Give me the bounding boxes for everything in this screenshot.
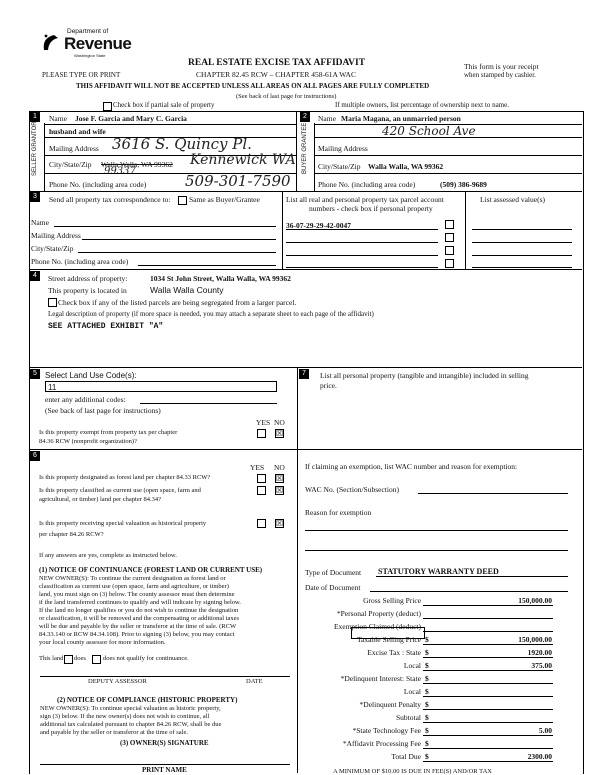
- divider: [472, 229, 572, 230]
- send-correspondence: Send all property tax correspondence to:: [49, 195, 171, 204]
- sec5-yes-label: YES: [256, 418, 271, 427]
- divider: [370, 591, 568, 592]
- fee-dollar: $: [425, 661, 429, 670]
- land-use-label: Select Land Use Code(s):: [45, 371, 137, 380]
- historic-yes-checkbox[interactable]: [257, 519, 266, 528]
- divider: [286, 229, 438, 230]
- section-1-marker: 1: [30, 112, 40, 122]
- fee-line: [423, 670, 553, 671]
- exempt-question-1: Is this property exempt from property tax per chapter: [39, 429, 178, 436]
- dept-state: Washington State: [74, 53, 106, 58]
- receipt-line2: when stamped by cashier.: [464, 71, 536, 79]
- seller-name-2: husband and wife: [49, 127, 106, 136]
- divider: [140, 403, 277, 404]
- tax-name-label: Name: [31, 218, 49, 227]
- divider: [40, 764, 290, 765]
- buyer-phone: (509) 386-9689: [440, 180, 487, 189]
- dept-big: Revenue: [64, 34, 132, 53]
- divider: [314, 173, 582, 174]
- seller-city-hand[interactable]: Kennewick WA: [190, 152, 296, 168]
- fee-label: *Delinquent Interest: State: [340, 674, 421, 683]
- fee-dollar: $: [425, 674, 429, 683]
- seller-mailing[interactable]: 3616 S. Quincy Pl.: [112, 135, 252, 153]
- street-address: 1034 St John Street, Walla Walla, WA 99362: [150, 274, 291, 283]
- divider: [40, 676, 290, 677]
- does-not-checkbox[interactable]: [92, 655, 101, 664]
- fee-value[interactable]: 150,000.00: [518, 635, 552, 644]
- notice1-line: will be due and payable by the seller or transferor at the time of sale. (RCW: [39, 623, 237, 630]
- fee-dollar: $: [425, 713, 429, 722]
- divider: [138, 265, 276, 266]
- legal-desc-label: Legal description of property (if more space is needed, you may attach a separate sheet to each page of the affidavit): [48, 310, 374, 318]
- divider: [297, 449, 582, 450]
- does-not-label: does not qualify for continuance.: [103, 655, 189, 662]
- divider: [305, 530, 568, 531]
- divider: [418, 493, 568, 494]
- buyer-city: Walla Walla, WA 99362: [368, 162, 444, 171]
- fee-line: [423, 709, 553, 710]
- notice1-line: or classification, it will be removed and the compensating or additional taxes: [39, 615, 239, 622]
- notice1-line: your local county assessor for more information.: [39, 639, 166, 646]
- assessed-value-head: List assessed value(s): [480, 195, 545, 204]
- fee-value[interactable]: 1920.00: [527, 648, 552, 657]
- divider: [472, 255, 572, 256]
- divider: [376, 576, 568, 577]
- current-use-question-1: Is this property classified as current use (open space, farm and: [39, 487, 201, 494]
- fee-dollar: $: [425, 648, 429, 657]
- fee-value[interactable]: 150,000.00: [518, 596, 552, 605]
- historic-no-checkbox[interactable]: ☒: [276, 519, 284, 528]
- buyer-phone-label: Phone No. (including area code): [318, 180, 416, 189]
- seller-name-label: Name: [49, 114, 67, 123]
- notice1-title: (1) NOTICE OF CONTINUANCE (FOREST LAND OR CURRENT USE): [39, 566, 263, 574]
- notice1-line: if the land transferred continues to qualify and will indicate by signing below.: [39, 599, 241, 606]
- divider: [29, 269, 582, 270]
- personal-property-note-2: price.: [320, 381, 337, 390]
- does-checkbox[interactable]: [64, 655, 73, 664]
- buyer-hand-address[interactable]: 420 School Ave: [382, 124, 476, 138]
- fee-line: [423, 748, 553, 749]
- seller-mailing-label: Mailing Address: [49, 144, 99, 153]
- sec6-no-label: NO: [274, 463, 285, 472]
- notice2-line: sign (3) below. If the new owner(s) does not wish to continue, all: [40, 713, 210, 720]
- divider: [296, 111, 297, 191]
- personal-property-checkbox-4[interactable]: [445, 259, 454, 268]
- divider: [297, 367, 298, 773]
- tax-phone-label: Phone No. (including area code): [31, 257, 129, 266]
- fee-line: [423, 696, 553, 697]
- fee-label: *Affidavit Processing Fee: [342, 739, 421, 748]
- personal-property-checkbox-1[interactable]: [445, 220, 454, 229]
- divider: [29, 367, 582, 368]
- doc-type: STATUTORY WARRANTY DEED: [378, 567, 499, 576]
- seller-zip-hand[interactable]: 99337: [104, 166, 136, 177]
- fee-dollar: $: [425, 687, 429, 696]
- buyer-city-label: City/State/Zip: [318, 162, 361, 171]
- notice1-body: [39, 575, 241, 647]
- divider: [282, 191, 283, 269]
- notice2-line: NEW OWNER(S): To continue special valuation as historic property,: [40, 705, 221, 712]
- buyer-name: Maria Magana, an unmarried person: [341, 114, 461, 123]
- exempt-no-checkbox[interactable]: ☒: [276, 429, 284, 438]
- divider: [78, 252, 276, 253]
- dept-small: Department of: [67, 28, 109, 35]
- fee-label: Excise Tax : State: [367, 648, 421, 657]
- parcel-list-head-1: List all real and personal property tax parcel account: [286, 195, 444, 204]
- section-4-marker: 4: [30, 271, 40, 281]
- does-label: does: [74, 655, 86, 662]
- fee-value[interactable]: 5.00: [538, 726, 552, 735]
- deputy-date-label: DATE: [246, 678, 263, 685]
- historic-question-1: Is this property receiving special valuation as historical property: [39, 520, 207, 527]
- fee-label: Taxable Selling Price: [356, 635, 421, 644]
- notice2-body: [40, 705, 221, 737]
- divider: [29, 449, 297, 450]
- forest-question: Is this property designated as forest land per chapter 84.33 RCW?: [39, 474, 211, 481]
- receipt-line1: This form is your receipt: [464, 62, 539, 71]
- fee-label: *Delinquent Penalty: [359, 700, 421, 709]
- fee-line: [423, 735, 553, 736]
- fee-value[interactable]: 375.00: [531, 661, 552, 670]
- sec5-no-label: NO: [274, 418, 285, 427]
- dor-logo-mark-icon: [40, 32, 62, 54]
- divider: [314, 137, 582, 138]
- divider: [286, 267, 438, 268]
- divider: [44, 124, 296, 125]
- buyer-mailing-label: Mailing Address: [318, 144, 368, 153]
- notice1-line: 84.33.140 or RCW 84.34.108). Prior to signing (3) below, you may contact: [39, 631, 235, 638]
- sec6-yes-label: YES: [250, 463, 265, 472]
- divider: [54, 226, 276, 227]
- section-5-marker: 5: [30, 369, 40, 379]
- divider: [472, 242, 572, 243]
- fee-dollar: $: [425, 726, 429, 735]
- fee-line: [423, 644, 553, 645]
- partial-sale-checkbox[interactable]: [103, 102, 112, 111]
- parcel-list-head-2: numbers - check box if personal property: [309, 204, 433, 213]
- divider: [44, 123, 45, 191]
- personal-property-checkbox-3[interactable]: [445, 246, 454, 255]
- exemption-label: If claiming an exemption, list WAC number and reason for exemption:: [305, 462, 518, 471]
- divider: [82, 239, 276, 240]
- fee-label: *State Technology Fee: [352, 726, 421, 735]
- exhibit-ref: SEE ATTACHED EXHIBIT "A": [48, 322, 164, 331]
- seller-city-label: City/State/Zip: [49, 160, 92, 169]
- located-county: Walla Walla County: [150, 285, 224, 295]
- seller-phone-label: Phone No. (including area code): [49, 180, 147, 189]
- partial-sale-label: Check box if partial sale of property: [113, 101, 215, 109]
- fee-line: [423, 631, 553, 632]
- fee-line: [423, 618, 553, 619]
- see-back-top: (See back of last page for instructions): [236, 93, 337, 100]
- divider: [305, 550, 568, 551]
- seller-phone[interactable]: 509-301-7590: [185, 172, 291, 190]
- minimum-due-note: A MINIMUM OF $10.00 IS DUE IN FEE(S) AND/OR TAX: [333, 768, 492, 775]
- notice2-line: and payable by the seller or transferor at the time of sale.: [40, 729, 188, 736]
- current-use-question-2: agricultural, or timber) land per chapter 84.34?: [39, 496, 162, 503]
- notice1-line: classification as current use (open space, farm and agriculture, or timber): [39, 583, 229, 590]
- land-use-see-back: (See back of last page for instructions): [45, 406, 161, 415]
- doc-type-label: Type of Document: [305, 568, 362, 577]
- please-print: PLEASE TYPE OR PRINT: [42, 71, 121, 79]
- same-as-buyer-checkbox[interactable]: [178, 196, 187, 205]
- seller-city-struck: Walla Walla, WA 99362: [101, 160, 173, 169]
- divider: [465, 191, 466, 269]
- fee-dollar: $: [425, 739, 429, 748]
- section-6-marker: 6: [30, 451, 40, 461]
- if-yes-note: If any answers are yes, complete as instructed below.: [39, 552, 177, 559]
- warning-banner: THIS AFFIDAVIT WILL NOT BE ACCEPTED UNLESS ALL AREAS ON ALL PAGES ARE FULLY COMPLETED: [76, 82, 430, 90]
- form-title: REAL ESTATE EXCISE TAX AFFIDAVIT: [188, 58, 366, 68]
- section-2-marker: 2: [300, 112, 310, 122]
- divider: [472, 267, 572, 268]
- buyer-side-label: BUYER GRANTEE: [302, 122, 308, 174]
- current-use-yes-checkbox[interactable]: [257, 486, 266, 495]
- notice2-title: (2) NOTICE OF COMPLIANCE (HISTORIC PROPERTY): [57, 696, 238, 704]
- deputy-assessor-label: DEPUTY ASSESSOR: [88, 678, 147, 685]
- segregated-label: Check box if any of the listed parcels are being segregated from a larger parcel.: [58, 298, 297, 307]
- fee-label: Gross Selling Price: [363, 596, 421, 605]
- fee-label: Exemption Claimed (deduct): [333, 622, 421, 631]
- exempt-question-2: 84.36 RCW (nonprofit organization)?: [39, 438, 137, 445]
- fee-label: Local: [403, 661, 421, 670]
- fee-dollar: $: [425, 635, 429, 644]
- divider: [286, 255, 438, 256]
- buyer-name-label: Name: [318, 114, 336, 123]
- divider: [29, 191, 582, 192]
- wac-label: WAC No. (Section/Subsection): [305, 485, 399, 494]
- street-label: Street address of property:: [48, 274, 128, 283]
- parcel-number: 36-07-29-29-42-0047: [286, 221, 351, 230]
- personal-property-note-1: List all personal property (tangible and intangible) included in selling: [320, 371, 529, 380]
- seller-name: Jose F. Garcia and Mary C. Garcia: [75, 114, 187, 123]
- doc-date-label: Date of Document: [305, 583, 361, 592]
- historic-question-2: per chapter 84.26 RCW?: [39, 531, 104, 538]
- notice2-line: additional tax calculated pursuant to chapter 84.26 RCW, shall be due: [40, 721, 222, 728]
- fee-line: [423, 657, 553, 658]
- fee-line: [423, 605, 553, 606]
- fee-value[interactable]: 2300.00: [527, 752, 552, 761]
- fee-line: [423, 683, 553, 684]
- located-label: This property is located in: [48, 286, 127, 295]
- print-name-label: PRINT NAME: [142, 766, 187, 774]
- fee-label: Local: [403, 687, 421, 696]
- fee-line: [423, 761, 553, 762]
- fee-label: Total Due: [391, 752, 421, 761]
- exempt-yes-checkbox[interactable]: [257, 429, 266, 438]
- this-land-label: This land: [39, 655, 64, 662]
- tax-city-label: City/State/Zip: [31, 244, 74, 253]
- forest-no-checkbox[interactable]: ☒: [276, 474, 284, 483]
- seller-side-label: SELLER GRANTOR: [32, 121, 38, 176]
- current-use-no-checkbox[interactable]: ☒: [276, 486, 284, 495]
- notice1-line: If the land no longer qualifies or you do not wish to continue the designation: [39, 607, 239, 614]
- segregated-checkbox[interactable]: [48, 298, 57, 307]
- additional-codes-label: enter any additional codes:: [45, 395, 126, 404]
- land-use-code-input[interactable]: 11: [45, 381, 277, 392]
- fee-dollar: $: [425, 752, 429, 761]
- owner-signature-label: (3) OWNER(S) SIGNATURE: [120, 739, 209, 747]
- fee-dollar: $: [425, 700, 429, 709]
- reason-label: Reason for exemption: [305, 508, 372, 517]
- fee-label: *Personal Property (deduct): [336, 609, 421, 618]
- local-box[interactable]: [351, 627, 425, 639]
- notice1-line: NEW OWNER(S): To continue the current designation as forest land or: [39, 575, 226, 582]
- form-chapter: CHAPTER 82.45 RCW – CHAPTER 458-61A WAC: [196, 70, 356, 79]
- divider: [286, 242, 438, 243]
- dor-logo: [38, 26, 132, 62]
- section-3-marker: 3: [30, 192, 40, 202]
- same-as-buyer-label: Same as Buyer/Grantee: [189, 195, 260, 204]
- fee-line: [423, 722, 553, 723]
- forest-yes-checkbox[interactable]: [257, 474, 266, 483]
- personal-property-checkbox-2[interactable]: [445, 233, 454, 242]
- section-7-marker: 7: [299, 369, 309, 379]
- divider: [314, 123, 315, 191]
- divider: [314, 155, 582, 156]
- multiple-owners-note: If multiple owners, list percentage of ownership next to name.: [335, 101, 509, 109]
- notice1-line: land, you must sign on (3) below. The county assessor must then determine: [39, 591, 235, 598]
- tax-mailing-label: Mailing Address: [31, 231, 81, 240]
- fee-label: Subtotal: [395, 713, 421, 722]
